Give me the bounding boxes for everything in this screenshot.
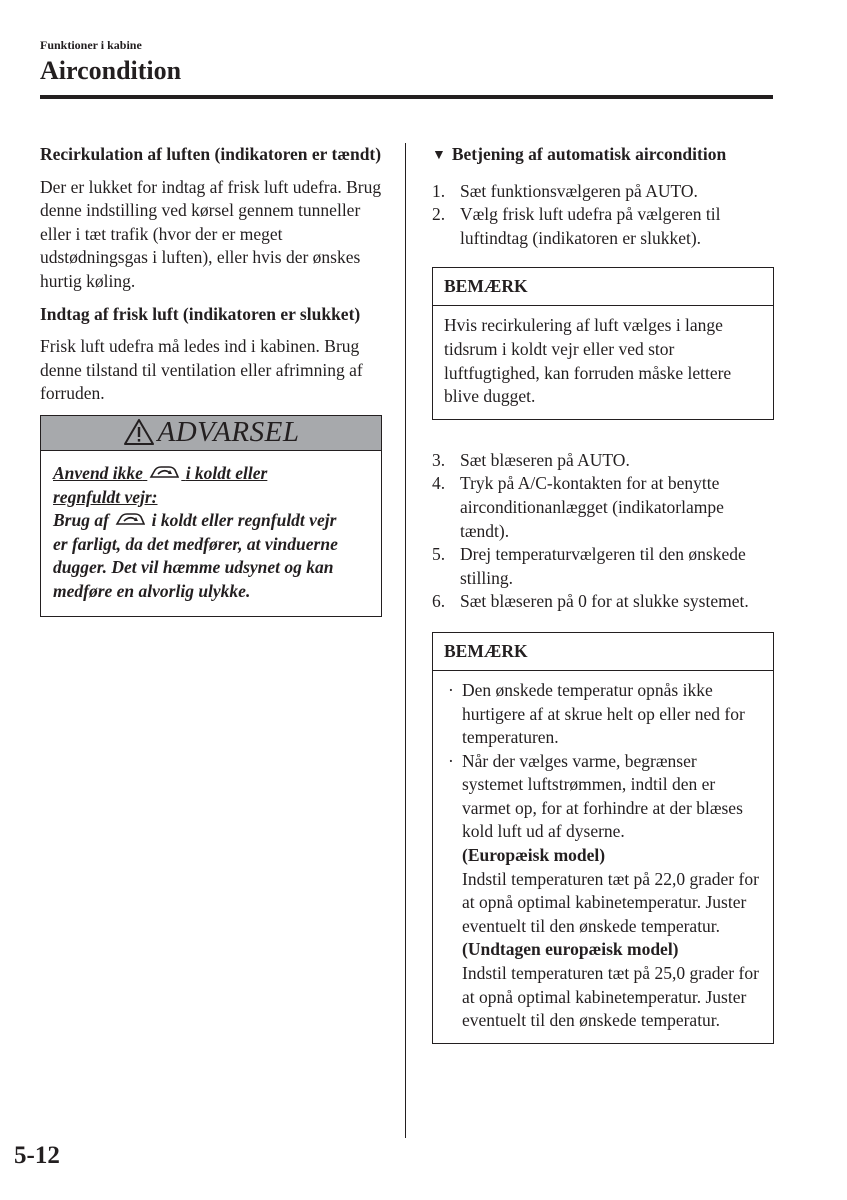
page-title: Aircondition xyxy=(40,56,182,85)
list-item: 5. Drej temperaturvælgeren til den ønskede stilling. xyxy=(432,544,746,588)
recirculation-icon xyxy=(115,511,145,527)
warning-title: ADVARSEL xyxy=(157,416,300,449)
note-title: BEMÆRK xyxy=(433,633,773,671)
note-box-2 xyxy=(432,632,774,1044)
list-item: 6. Sæt blæseren på 0 for at slukke systemet. xyxy=(432,591,749,612)
fresh-air-heading: Indtag af frisk luft (indikatoren er slukket) xyxy=(40,303,361,324)
section-label: Funktioner i kabine xyxy=(40,38,142,52)
warning-line2: regnfuldt vejr: xyxy=(53,486,158,507)
warning-line3-b: i koldt eller regnfuldt vejr xyxy=(151,510,337,531)
auto-ac-heading xyxy=(432,143,774,168)
steps-list-a xyxy=(432,180,774,251)
recirculation-text: Der er lukket for indtag af frisk luft udefra. Brug denne indstilling ved kørsel gennem tunneller eller i tæt trafik (hvor der er meget udstødningsgas i luften), eller hvis der ønskes hurtig køling. xyxy=(40,176,382,291)
right-column xyxy=(432,143,774,1044)
note-box-1 xyxy=(432,267,774,419)
column-divider xyxy=(405,143,406,1138)
list-item: · Når der vælges varme, begrænser systemet luftstrømmen, indtil den er varmet op, for at forhindre at der blæses kold luft ud af dyserne. (Europæisk model) Indstil temperaturen tæt på 22,0 grader for at opnå optimal kabinetemperatur. Juster eventuelt til den ønskede temperatur. (Undtagen europæisk model) Indstil temperaturen tæt på 25,0 grader for at opnå optimal kabinetemperatur. Juster eventuelt til den ønskede temperatur. xyxy=(444,750,762,1033)
warning-header xyxy=(41,416,381,451)
list-item: 2. Vælg frisk luft udefra på vælgeren til luftindtag (indikatoren er slukket). xyxy=(432,204,721,248)
note-text: Hvis recirkulering af luft vælges i lange tidsrum i koldt vejr eller ved stor luftfugtighed, kan forruden måske lettere blive dugget. xyxy=(444,315,732,407)
warning-box xyxy=(40,415,382,617)
fresh-air-text: Frisk luft udefra må ledes ind i kabinen. Brug denne tilstand til ventilation eller afrimning af forruden. xyxy=(40,336,363,404)
european-model-text: Indstil temperaturen tæt på 22,0 grader for at opnå optimal kabinetemperatur. Juster eventuelt til den ønskede temperatur. xyxy=(462,868,759,936)
warning-line1-a: Anvend ikke xyxy=(53,462,143,483)
triangle-down-icon: ▼ xyxy=(432,148,446,163)
list-item: 4. Tryk på A/C-kontakten for at benytte airconditionanlægget (indikatorlampe tændt). xyxy=(432,473,724,541)
left-column xyxy=(40,143,382,617)
page-number: 5-12 xyxy=(14,1142,60,1169)
non-european-model-text: Indstil temperaturen tæt på 25,0 grader for at opnå optimal kabinetemperatur. Juster eventuelt til den ønskede temperatur. xyxy=(462,963,759,1031)
list-item: · Den ønskede temperatur opnås ikke hurtigere af at skrue helt op eller ned for temperaturen. xyxy=(448,679,745,748)
steps-list-b xyxy=(432,449,774,614)
non-european-model-label: (Undtagen europæisk model) xyxy=(462,939,679,960)
note-title: BEMÆRK xyxy=(433,268,773,306)
warning-line3-a: Brug af xyxy=(53,510,109,531)
warning-body xyxy=(41,451,381,616)
list-item: 1. Sæt funktionsvælgeren på AUTO. xyxy=(432,180,698,201)
warning-triangle-icon xyxy=(123,418,155,446)
recirculation-heading: Recirkulation af luften (indikatoren er tændt) xyxy=(40,144,382,164)
warning-line1-b: i koldt eller xyxy=(185,462,268,483)
auto-ac-heading-text: Betjening af automatisk aircondition xyxy=(451,144,727,164)
warning-rest: er farligt, da det medfører, at vinduerne dugger. Det vil hæmme udsynet og kan medføre en alvorlig ulykke. xyxy=(53,533,338,601)
title-rule xyxy=(40,95,773,99)
recirculation-icon xyxy=(149,464,179,480)
list-item: 3. Sæt blæseren på AUTO. xyxy=(432,449,630,470)
european-model-label: (Europæisk model) xyxy=(462,845,606,866)
note-bullets xyxy=(444,679,762,1033)
note-body xyxy=(433,671,773,1043)
